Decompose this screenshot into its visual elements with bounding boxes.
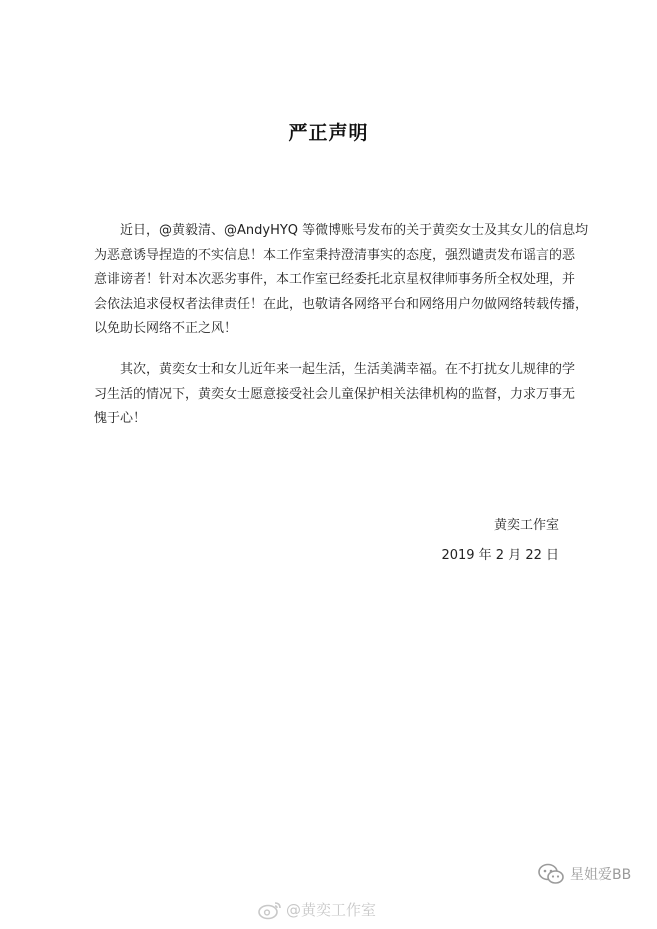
wechat-icon xyxy=(538,863,564,885)
paragraph-2 xyxy=(94,358,578,432)
weibo-icon xyxy=(258,900,282,920)
paragraph-1-line: 以免助长网络不正之风！ xyxy=(94,321,238,336)
paragraph-1-line: 为恶意诱导捏造的不实信息！本工作室秉持澄清事实的态度，强烈谴责发布谣言的恶 xyxy=(94,247,576,263)
wechat-watermark xyxy=(538,863,631,885)
document-title: 严正声明 xyxy=(288,122,369,144)
paragraph-1-line: 近日，@黄毅清、@AndyHYQ 等微博账号发布的关于黄奕女士及其女儿的信息均 xyxy=(120,223,589,238)
paragraph-2-line: 习生活的情况下，黄奕女士愿意接受社会儿童保护相关法律机构的监督，力求万事无 xyxy=(94,386,576,402)
wechat-watermark-text: 星姐爱BB xyxy=(570,867,632,883)
weibo-watermark xyxy=(258,899,376,920)
paragraph-2-line: 愧于心！ xyxy=(94,411,147,426)
document-date: 2019 年 2 月 22 日 xyxy=(441,548,559,563)
signature: 黄奕工作室 xyxy=(493,518,559,533)
paragraph-1-line: 会依法追求侵权者法律责任！在此，也敬请各网络平台和网络用户勿做网络转载传播， xyxy=(94,296,589,312)
paragraph-1-line: 意诽谤者！针对本次恶劣事件，本工作室已经委托北京星权律师事务所全权处理，并 xyxy=(94,272,576,287)
weibo-watermark-text: @黄奕工作室 xyxy=(286,901,377,919)
paragraph-2-line: 其次，黄奕女士和女儿近年来一起生活，生活美满幸福。在不打扰女儿规律的学 xyxy=(120,362,576,377)
paragraph-1 xyxy=(94,219,589,342)
